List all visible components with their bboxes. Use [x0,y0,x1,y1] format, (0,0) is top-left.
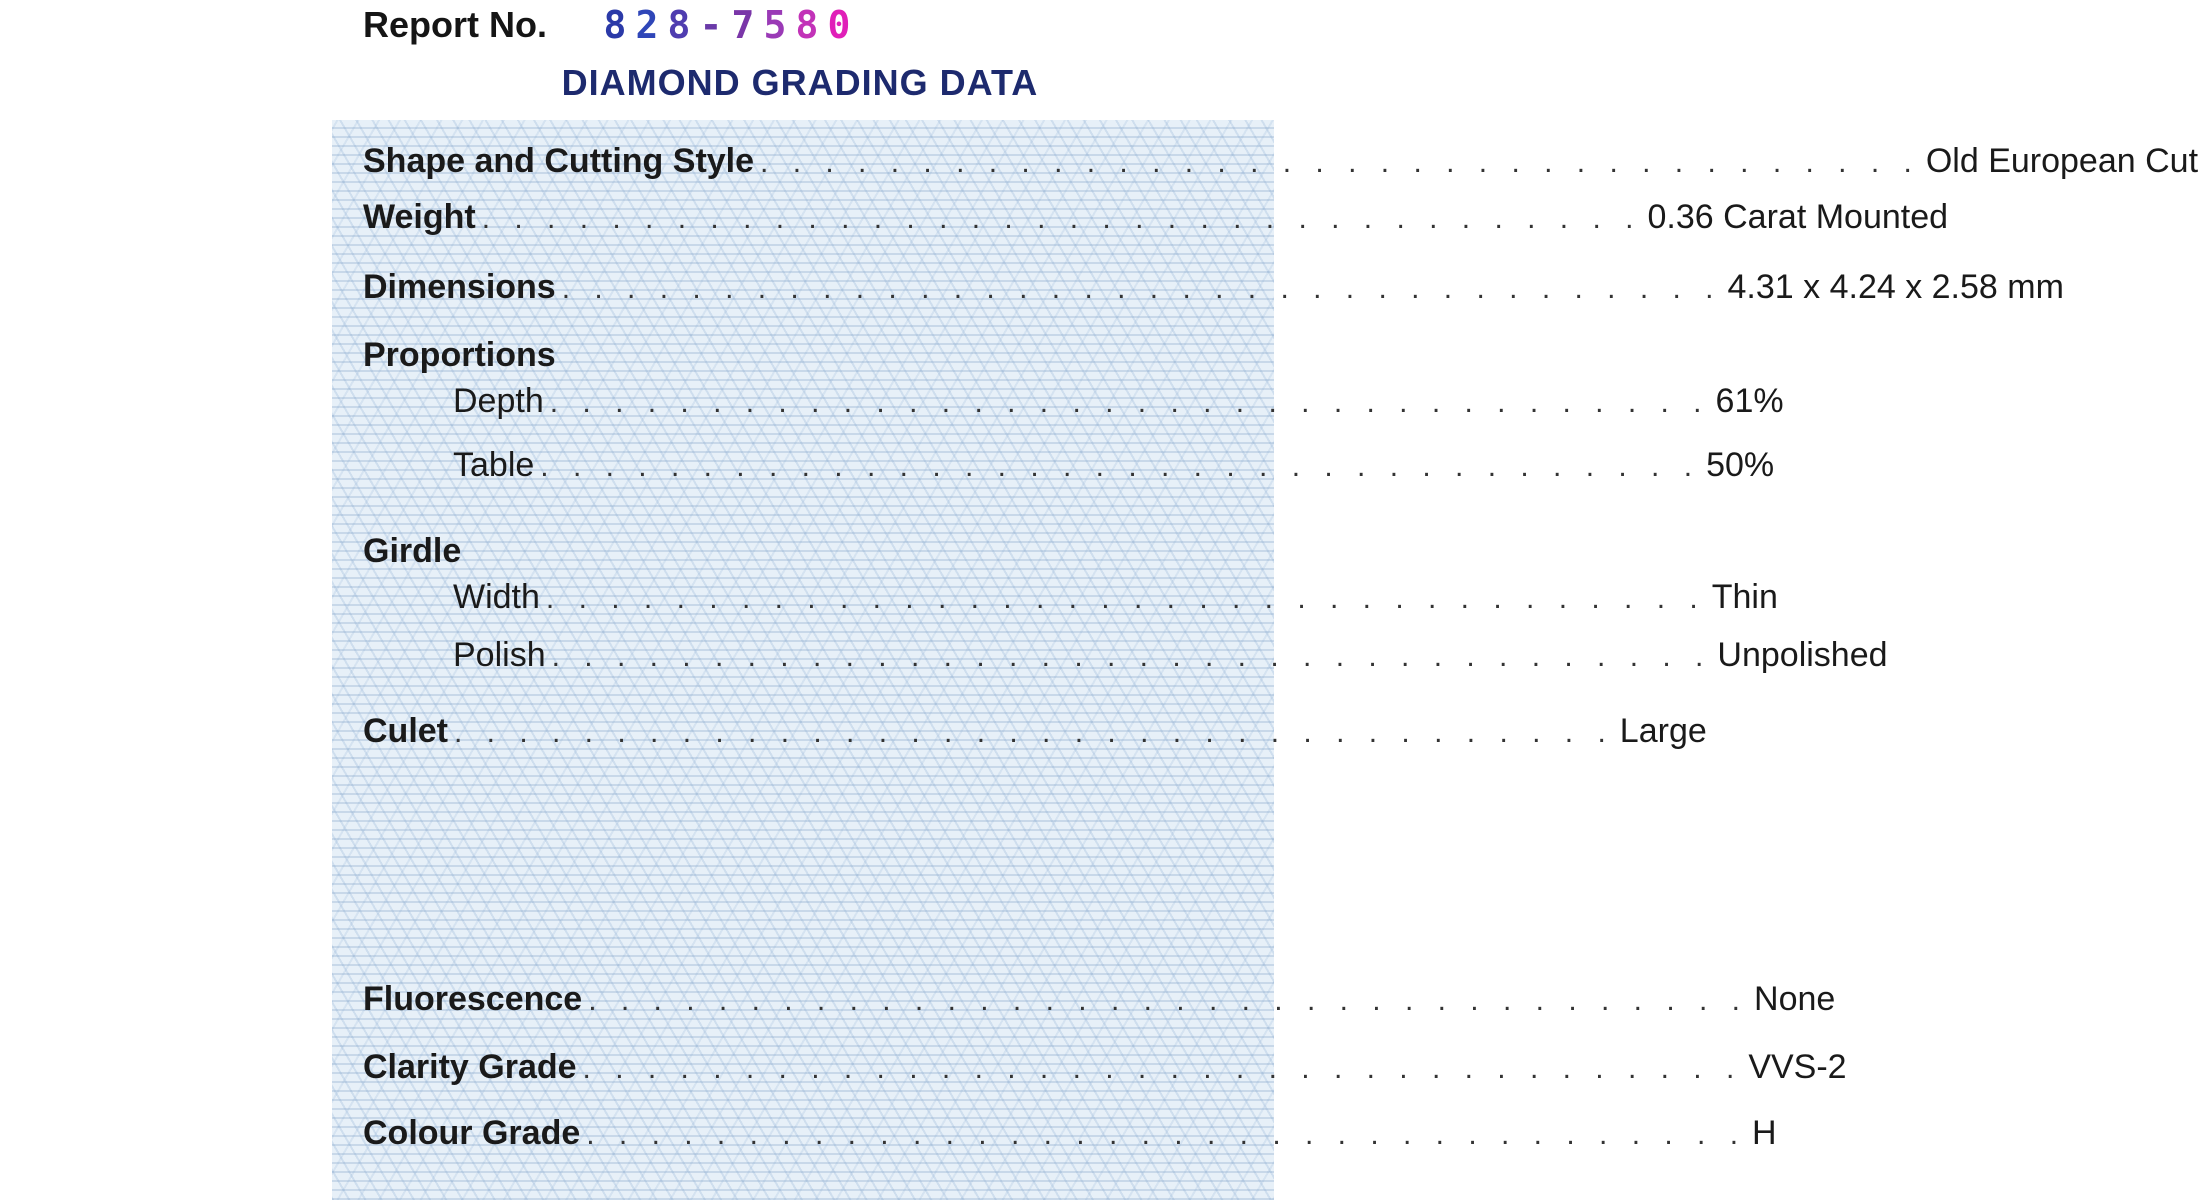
clarity-row [363,1048,1847,1094]
report-digit: 2 [635,3,659,47]
dimensions-value: 4.31 x 4.24 x 2.58 mm [1727,268,2064,306]
report-number-value [599,3,855,47]
fluorescence-row [363,980,1836,1026]
dot-leader: . . . . . . . . . . . . . . . . . . . . . . . . . . . . . . . . . . . . [760,146,1920,179]
depth-value: 61% [1715,382,1784,420]
dimensions-label: Dimensions [363,268,556,306]
dot-leader: . . . . . . . . . . . . . . . . . . . . . . . . . . . . . . . . . . . . [551,640,1712,673]
report-number-label: Report No. [363,4,547,45]
shape-label: Shape and Cutting Style [363,142,755,180]
shape-row [363,142,2198,188]
document-title: DIAMOND GRADING DATA [561,62,1039,103]
dot-leader: . . . . . . . . . . . . . . . . . . . . . . . . . . . . . . . . . . . . [454,716,1614,749]
colour-row [363,1114,1777,1160]
colour-value: H [1752,1114,1777,1152]
report-digit: 8 [603,3,627,47]
dot-leader: . . . . . . . . . . . . . . . . . . . . . . . . . . . . . . . . . . . . [561,272,1722,305]
dot-leader: . . . . . . . . . . . . . . . . . . . . . . . . . . . . . . . . . . . . [481,202,1642,235]
depth-row [363,382,1784,428]
girdle-heading: Girdle [363,532,462,570]
colour-label: Colour Grade [363,1114,581,1152]
dot-leader: . . . . . . . . . . . . . . . . . . . . . . . . . . . . . . . . . . . . [545,582,1706,615]
weight-label: Weight [363,198,476,236]
clarity-label: Clarity Grade [363,1048,577,1086]
dot-leader: . . . . . . . . . . . . . . . . . . . . . . . . . . . . . . . . . . . . [582,1052,1743,1085]
report-digit: 5 [763,3,787,47]
dimensions-row [363,268,2064,314]
weight-row [363,198,1949,244]
culet-value: Large [1619,712,1707,750]
clarity-value: VVS-2 [1748,1048,1847,1086]
report-digit: - [699,3,723,47]
report-digit: 8 [795,3,819,47]
dot-leader: . . . . . . . . . . . . . . . . . . . . . . . . . . . . . . . . . . . . [540,450,1701,483]
girdle-width-value: Thin [1711,578,1778,616]
girdle-polish-row [363,636,1888,682]
report-number [363,0,855,50]
table-label: Table [453,446,535,484]
table-value: 50% [1706,446,1775,484]
shape-value: Old European Cut [1925,142,2198,180]
report-digit: 8 [667,3,691,47]
table-row [363,446,1775,492]
report-digit: 7 [731,3,755,47]
fluorescence-label: Fluorescence [363,980,583,1018]
dot-leader: . . . . . . . . . . . . . . . . . . . . . . . . . . . . . . . . . . . . [588,984,1749,1017]
girdle-width-row [363,578,1778,624]
girdle-polish-label: Polish [453,636,546,674]
girdle-polish-value: Unpolished [1717,636,1888,674]
weight-value: 0.36 Carat Mounted [1647,198,1949,236]
report-digit: 0 [827,3,851,47]
dot-leader: . . . . . . . . . . . . . . . . . . . . . . . . . . . . . . . . . . . . [549,386,1710,419]
proportions-heading: Proportions [363,336,556,374]
fluorescence-value: None [1754,980,1836,1018]
culet-row [363,712,1707,758]
culet-label: Culet [363,712,448,750]
depth-label: Depth [453,382,544,420]
dot-leader: . . . . . . . . . . . . . . . . . . . . . . . . . . . . . . . . . . . . [586,1118,1747,1151]
girdle-width-label: Width [453,578,540,616]
